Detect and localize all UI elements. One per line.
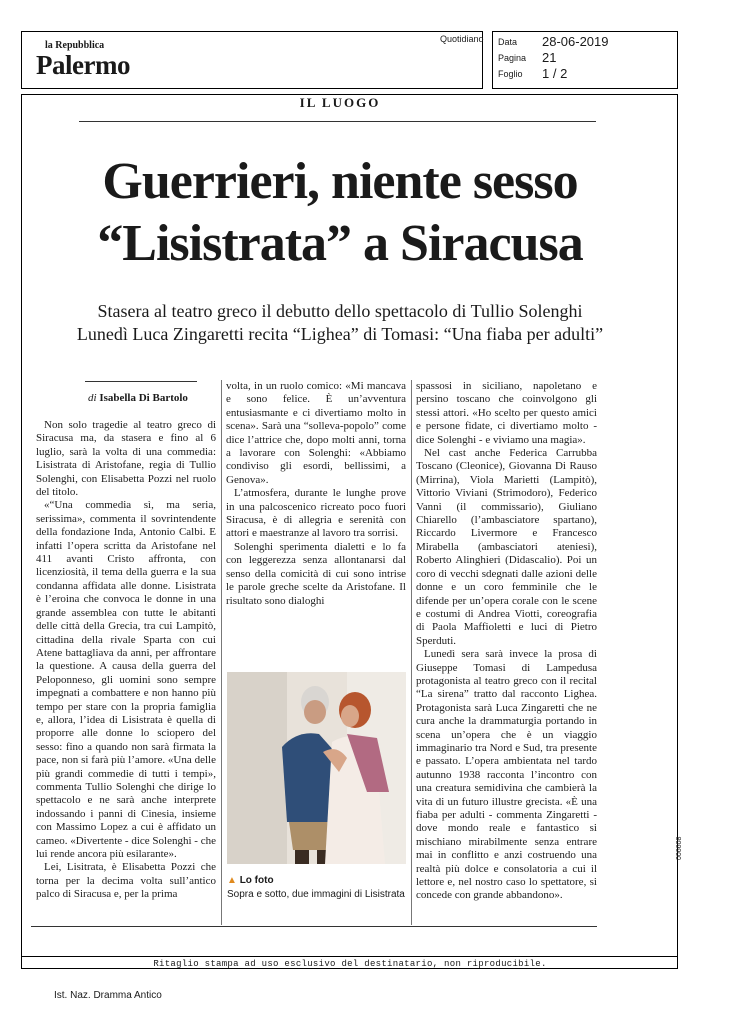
photo-lisistrata-scene <box>227 672 406 864</box>
masthead-newspaper: la Repubblica <box>45 40 105 51</box>
column-divider <box>411 380 412 925</box>
headline-line-1: Guerrieri, niente sesso <box>102 153 578 210</box>
paragraph: Lunedì sera sarà invece la prosa di Giuseppe Tomasi di Lampedusa protagonista al teatro greco con il recital “La sirena” tratto dal racconto Lighea. Protagonista sarà Luca Zingaretti che ne cura anche la drammaturgia portando in scena un’opera che è un viaggio immaginario tra Nord e Sud, tra presente e passato. L’opera ambientata nel tardo autunno 1938 racconta l’incontro con una creatura semidivina che cambierà la vita di un futuro illustre grecista. «È una fiaba per adulti - commenta Zingaretti - dove mondo reale e fantastico si mischiano mirabilmente senza entrare mai in conflitto e anzi costruendo una realtà più dolce e consolatoria a cui il lettore e, nel nostro caso lo spettatore, si concede con grande abbandono». <box>416 648 597 902</box>
photo-caption-title <box>227 875 274 886</box>
source-label: Ist. Naz. Dramma Antico <box>54 990 162 1001</box>
kicker-divider <box>79 121 596 122</box>
article-column-3 <box>416 380 597 903</box>
article-column-2 <box>226 380 406 608</box>
paragraph: Solenghi sperimenta dialetti e lo fa con leggerezza senza allontanarsi dal senso della comicità di cui sono intrise le parole greche scelte da Aristofane. Il risultato sono dialoghi <box>226 540 406 607</box>
byline-author: Isabella Di Bartolo <box>99 392 188 404</box>
paragraph: «“Una commedia sì, ma seria, serissima», commenta il sovrintendente della fondazione Inda, Antonio Calbi. E infatti l’opera scritta da Aristofane nel 411 avanti Cristo affronta, con licenziosità, il tema della guerra e la sua condanna affidata alle donne. Lisistrata è l’eroina che convoca le donne in una grande assemblea con tutte le abitanti delle città della Grecia, tra cui Lampitò, cittadina della rivale Sparta con cui Atene battagliava da anni, per affrontare la questione. A causa della guerra del Peloponneso, gli uomini sono sempre impegnati a combattere e non hanno più tempo per stare con la propria famiglia e, allora, l’idea di Lisistrata è quella di proporre alle donne lo sciopero del sesso: fino a quando non sarà firmata la pace, non si farà più l’amore. «Una delle più grandi commedie di tutti i tempi», commenta Tullio Solenghi che dirige lo spettacolo e ne sarà anche interprete indossando i panni di Cinesia, insieme con Massimo Lopez a cui è affidato un cameo. «Divertente - dice Solenghi - che lui rende ancora più esilarante». <box>36 499 216 860</box>
clipping-notice: Ritaglio stampa ad uso esclusivo del destinatario, non riproducibile. <box>153 959 547 969</box>
page-value: 21 <box>542 50 557 65</box>
caption-title-text: Lo foto <box>239 875 274 886</box>
sheet-value: 1 / 2 <box>542 66 568 81</box>
article-end-divider <box>31 926 597 927</box>
headline-line-2: “Lisistrata” a Siracusa <box>97 215 583 272</box>
triangle-icon: ▲ <box>227 875 237 886</box>
photo-caption: Sopra e sotto, due immagini di Lisistrata <box>227 889 405 900</box>
paragraph: volta, in un ruolo comico: «Mi mancava e sono felice. È un’avventura entusiasmante e ci divertiamo molto in scena». Sarà una “solleva-popolo” come dice l’attrice che, dopo molti anni, torna a lavorare con Solenghi: «Abbiamo condiviso gli esordi, bellissimi, a Genova». <box>226 380 406 486</box>
subhead-line-2: Lunedì Luca Zingaretti recita “Lighea” di Tomasi: “Una fiaba per adulti” <box>76 324 604 344</box>
byline-divider <box>85 381 197 382</box>
sheet-label: Foglio <box>498 69 523 79</box>
clipping-code: 006608 <box>676 836 683 860</box>
paragraph: Lei, Lisitrata, è Elisabetta Pozzi che torna per la decima volta sull’antico palco di Siracusa e, per la prima <box>36 861 216 901</box>
paragraph: Nel cast anche Federica Carrubba Toscano (Cleonice), Giovanna Di Rauso (Mirrina), Viola Marietti (Lampitò), Vittorio Viviani (Strimodoro), Federico Vanni (il commissario), Giuliano Chiarello (l’ambasciatore spartano), Riccardo Livermore e Francesco Mirabella (ambasciatori ateniesi), Roberto Alinghieri (Didascalio). Poi un coro di vecchi sdegnati dalle azioni delle donne e un coro femminile che le difende per un’opera corale con le scene e costumi di Andrea Viotti, coreografia di Paola Maffioletti e luci di Pietro Sperduti. <box>416 447 597 647</box>
paragraph: L’atmosfera, durante le lunghe prove in una palcoscenico ricreato poco fuori Siracusa, è di allegria e serenità con attori e maestranze al lavoro tra sorrisi. <box>226 487 406 540</box>
paragraph: spassosi in siciliano, napoletano e persino toscano che coinvolgono gli stessi attori. «Ho scelto per questo amici e persone fidate, ci divertiamo molto - dice Solenghi - e viviamo una magia». <box>416 380 597 446</box>
article-column-1 <box>36 419 216 902</box>
byline <box>88 392 188 404</box>
article-kicker: IL LUOGO <box>299 95 381 110</box>
date-label: Data <box>498 37 518 47</box>
page-label: Pagina <box>498 53 527 63</box>
byline-prefix: di <box>88 392 97 404</box>
paragraph: Non solo tragedie al teatro greco di Siracusa ma, da stasera e fino al 6 luglio, sarà la volta di una commedia: Lisistrata di Aristofane, regia di Tullio Solenghi, con Elisabetta Pozzi nel ruolo del titolo. <box>36 419 216 499</box>
periodicity-label: Quotidiano <box>440 34 484 44</box>
column-divider <box>221 380 222 925</box>
date-value: 28-06-2019 <box>542 34 609 49</box>
masthead-city: Palermo <box>36 50 130 80</box>
article-photo <box>227 672 406 864</box>
subhead-line-1: Stasera al teatro greco il debutto dello spettacolo di Tullio Solenghi <box>97 301 583 321</box>
